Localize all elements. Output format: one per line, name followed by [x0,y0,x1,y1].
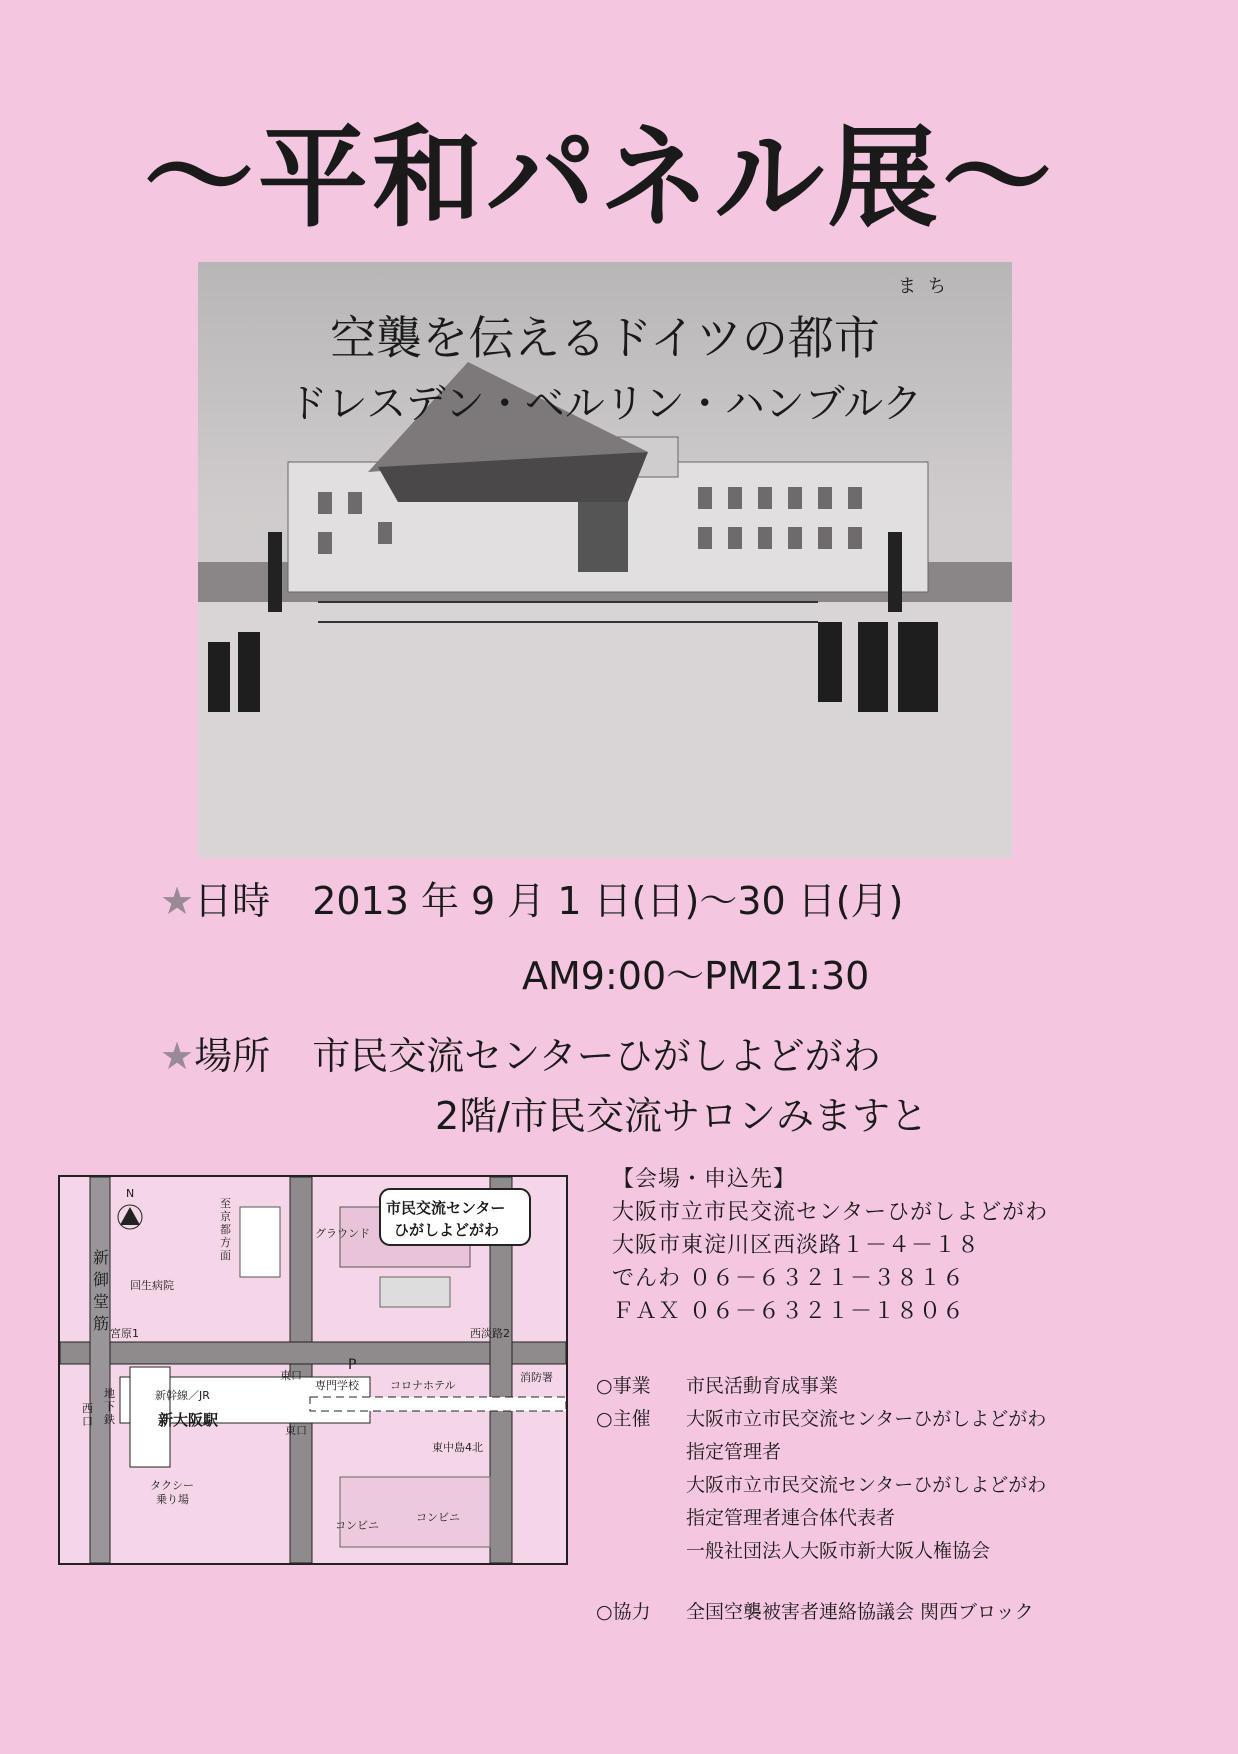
hotel-label: コロナホテル [390,1379,456,1392]
callout-line1: 市民交流センター [386,1199,506,1217]
venue-fax: ＦＡＸ ０６－６３２１－１８０６ [612,1299,965,1324]
north-arrow-icon: N [126,1187,135,1200]
shusai-value-3: 大阪市立市民交流センターひがしよどがわ [686,1474,1047,1496]
place-label: 場所 [194,1034,271,1078]
jigyo-key: ○事業 [596,1375,651,1397]
contact-block [612,1163,1048,1328]
fire-station-label: 消防署 [520,1371,553,1384]
shusai-key: ○主催 [596,1408,651,1430]
shusai-value-1: 大阪市立市民交流センターひがしよどがわ [686,1408,1047,1430]
venue-address: 大阪市東淀川区西淡路１－４－１８ [612,1233,981,1258]
datetime-row [160,870,903,925]
place-row [160,1025,881,1080]
ground-label: グラウンド [315,1227,370,1240]
shusai-value-2: 指定管理者 [686,1441,782,1463]
hospital-label: 回生病院 [130,1279,174,1292]
callout-line2: ひがしよどがわ [394,1221,500,1239]
taxi-label-2: 乗り場 [156,1493,189,1506]
place-line1: 市民交流センターひがしよどがわ [312,1034,881,1078]
east-exit-label-2: 東口 [285,1424,307,1437]
jigyo-value: 市民活動育成事業 [686,1375,839,1397]
miyahara-label: 宮原1 [110,1327,139,1340]
kyoryoku-value: 全国空襲被害者連絡協議会 関西ブロック [686,1601,1034,1623]
parking-icon: P [348,1357,357,1373]
venue-name: 大阪市立市民交流センターひがしよどがわ [612,1200,1049,1225]
datetime-label: 日時 [194,879,271,923]
higashinakajima-label: 東中島4北 [432,1441,483,1454]
subtitle-2: ドレスデン・ベルリン・ハンブルク [287,381,923,427]
poster-title: ～平和パネル展～ [144,114,1056,242]
west-exit-label: 西口 [82,1402,93,1428]
access-map [58,1175,568,1565]
jr-line-label: 新幹線／JR [155,1389,210,1402]
station-label: 新大阪駅 [158,1411,219,1429]
subway-label: 地下鉄 [104,1387,115,1426]
contact-heading: 【会場・申込先】 [612,1167,797,1192]
taxi-label-1: タクシー [150,1479,194,1492]
kyoto-label: 至京都方面 [220,1197,231,1262]
nishiawaji-label: 西淡路2 [470,1327,510,1340]
convenience-store-2: コンビニ [416,1511,460,1524]
street-label: 新御堂筋 [93,1248,110,1333]
school-label: 専門学校 [315,1379,359,1392]
datetime-value: 2013 年 9 月 1 日(日)～30 日(月) [312,879,904,923]
organizers-block [596,1370,1046,1629]
venue-tel: でんわ ０６－６３２１－３８１６ [612,1266,965,1291]
star-icon: ★ [160,1034,195,1078]
star-icon: ★ [160,879,195,923]
convenience-store-1: コンビニ [335,1519,379,1532]
time-range: AM9:00～PM21:30 [522,954,870,998]
place-line2: 2階/市民交流サロンみますと [435,1094,928,1138]
kyoryoku-key: ○協力 [596,1601,651,1623]
photo-panel [198,262,1012,858]
furigana: まち [898,276,958,297]
subtitle-1: 空襲を伝えるドイツの都市 [330,311,880,365]
shusai-value-5: 一般社団法人大阪市新大阪人権協会 [686,1540,991,1562]
east-exit-label: 東口 [280,1369,302,1382]
shusai-value-4: 指定管理者連合体代表者 [686,1507,896,1529]
